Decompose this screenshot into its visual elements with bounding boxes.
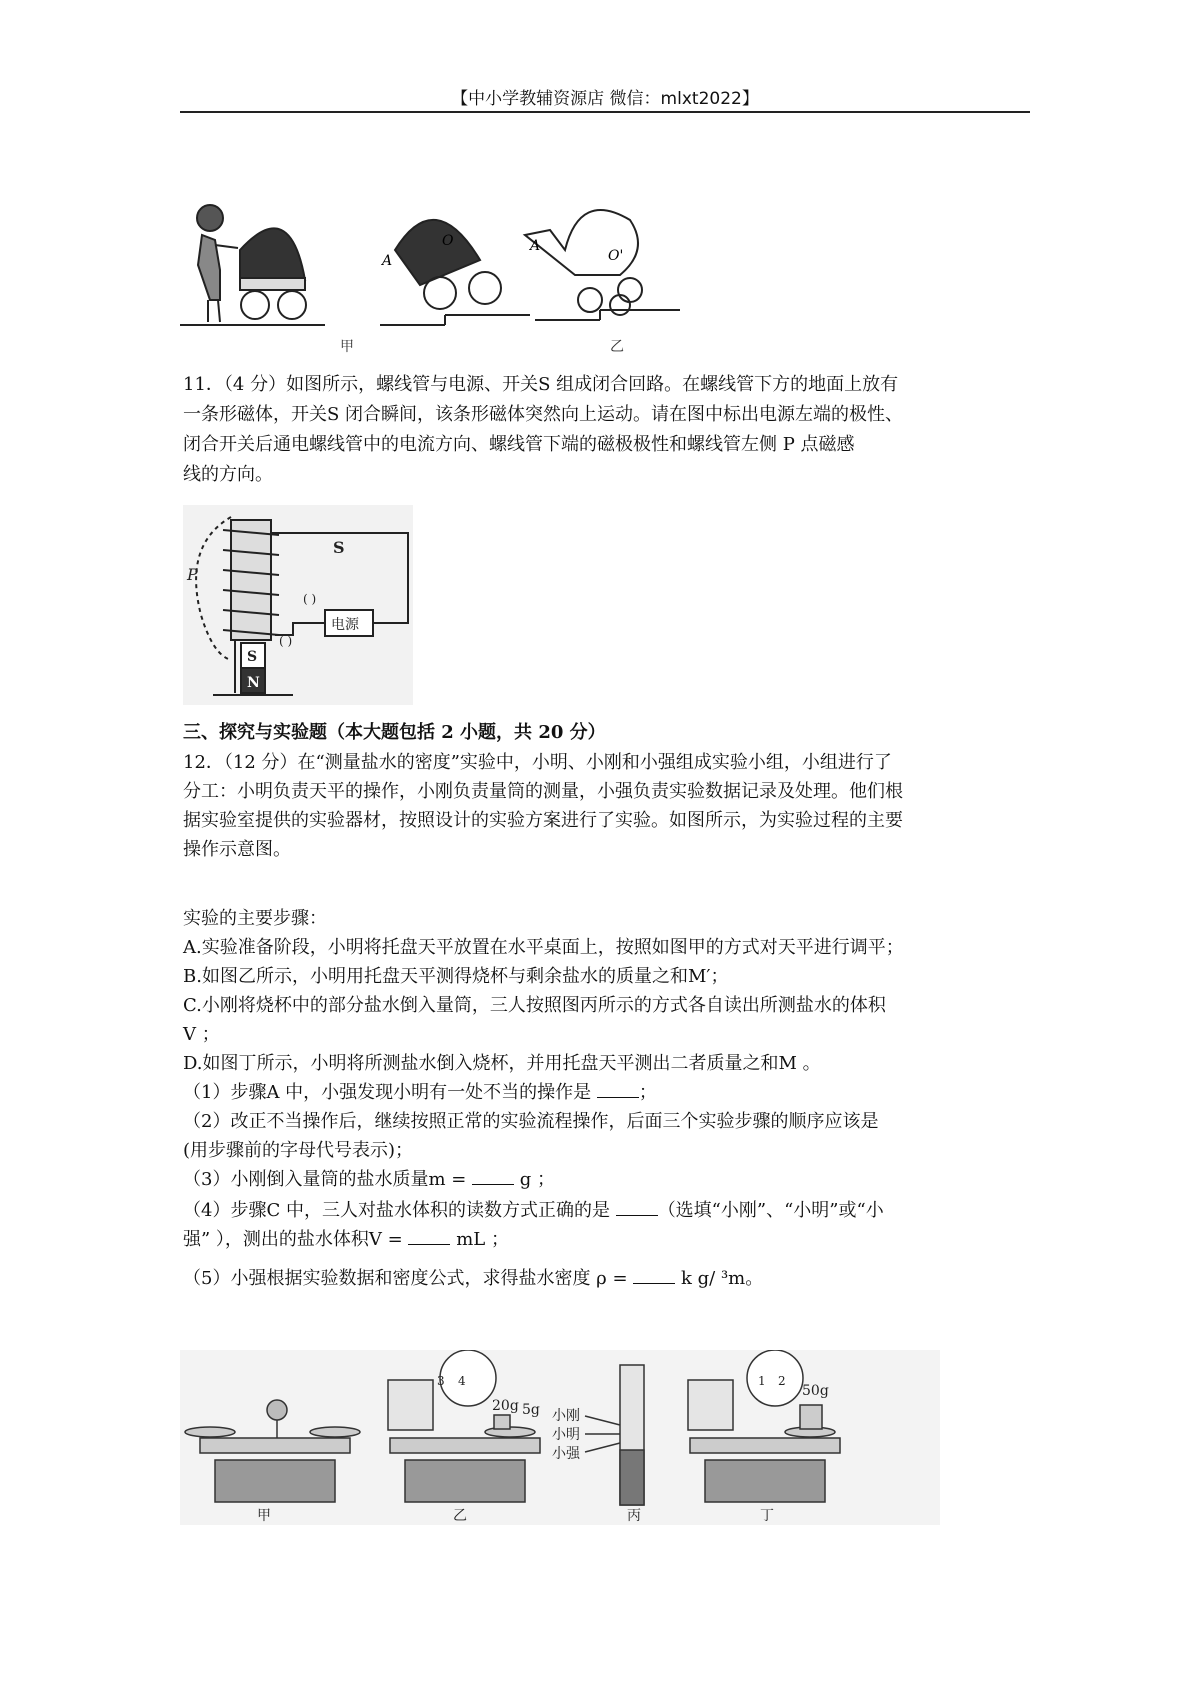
q11-line2: 一条形磁体，开关S 闭合瞬间，该条形磁体突然向上运动。请在图中标出电源左端的极性、 bbox=[183, 404, 904, 425]
sub-q4-text2: 强” ），测出的盐水体积V = bbox=[183, 1229, 403, 1250]
sub-q3 bbox=[183, 1165, 555, 1194]
sub-q4 bbox=[183, 1196, 884, 1225]
stroller-figure bbox=[180, 190, 710, 355]
answer-blank-1[interactable] bbox=[597, 1081, 639, 1098]
reader-xq: 小强 bbox=[552, 1446, 580, 1462]
reader-xg: 小刚 bbox=[552, 1408, 580, 1424]
step-a: A.实验准备阶段，小明将托盘天平放置在水平桌面上，按照如图甲的方式对天平进行调平； bbox=[183, 937, 904, 958]
answer-blank-4a[interactable] bbox=[616, 1199, 658, 1216]
q12-p1: 12．（12 分）在“测量盐水的密度”实验中，小明、小刚和小强组成实验小组，小组进行了 bbox=[183, 752, 892, 773]
q11-line4: 线的方向。 bbox=[183, 464, 273, 485]
balance-label-ding: 丁 bbox=[760, 1508, 774, 1524]
mark-A1: A bbox=[382, 253, 393, 269]
step-b: B.如图乙所示，小明用托盘天平测得烧杯与剩余盐水的质量之和M′； bbox=[183, 966, 729, 987]
weight-5g: 5g bbox=[522, 1402, 540, 1418]
scale-yi-3: 3 bbox=[437, 1374, 445, 1388]
sub-q1-end: ； bbox=[638, 1082, 657, 1103]
mark-O2: O' bbox=[608, 248, 624, 264]
sub-q3-unit: g ； bbox=[519, 1169, 556, 1190]
balance-label-yi: 乙 bbox=[453, 1508, 467, 1524]
sub-q2b: (用步骤前的字母代号表示)； bbox=[183, 1140, 414, 1161]
weight-50g: 50g bbox=[802, 1383, 829, 1399]
steps-title: 实验的主要步骤： bbox=[183, 908, 327, 929]
bracket-2: ( ) bbox=[279, 634, 293, 648]
sub-q2a: （2）改正不当操作后，继续按照正常的实验流程操作，后面三个实验步骤的顺序应该是 bbox=[183, 1111, 879, 1132]
reader-xm: 小明 bbox=[552, 1427, 580, 1443]
header-rule bbox=[180, 111, 1030, 113]
balance-label-bing: 丙 bbox=[627, 1508, 641, 1524]
step-c2: V ； bbox=[183, 1024, 220, 1045]
sub-q1 bbox=[183, 1078, 657, 1107]
magnet-s: S bbox=[247, 649, 258, 665]
sub-q1-text: （1）步骤A 中，小强发现小明有一处不当的操作是 bbox=[183, 1082, 592, 1103]
answer-blank-3[interactable] bbox=[472, 1168, 514, 1185]
magnet-n: N bbox=[247, 675, 260, 691]
weight-20g: 20g bbox=[492, 1398, 519, 1414]
sub-q3-text: （3）小刚倒入量筒的盐水质量m = bbox=[183, 1169, 467, 1190]
section-title: 三、探究与实验题（本大题包括 2 小题，共 20 分） bbox=[183, 722, 606, 743]
step-c1: C.小刚将烧杯中的部分盐水倒入量筒，三人按照图丙所示的方式各自读出所测盐水的体积 bbox=[183, 995, 886, 1016]
q11-line1: 11．（4 分）如图所示，螺线管与电源、开关S 组成闭合回路。在螺线管下方的地面上放有 bbox=[183, 374, 899, 395]
q12-p2: 分工：小明负责天平的操作，小刚负责量筒的测量，小强负责实验数据记录及处理。他们根 bbox=[183, 781, 903, 802]
balance-figure bbox=[180, 1350, 940, 1525]
q11-line3: 闭合开关后通电螺线管中的电流方向、螺线管下端的磁极极性和螺线管左侧 P 点磁感 bbox=[183, 434, 855, 455]
sub-q4-unit: mL ； bbox=[456, 1229, 509, 1250]
power-label: 电源 bbox=[331, 617, 359, 633]
switch-label: S bbox=[333, 538, 345, 557]
sub-q5 bbox=[183, 1264, 763, 1293]
bracket-1: ( ) bbox=[303, 592, 317, 606]
mark-A2: A bbox=[530, 238, 541, 254]
sub-q5-unit: k g/ ³m。 bbox=[681, 1268, 764, 1289]
q12-p4: 操作示意图。 bbox=[183, 839, 291, 860]
mark-O1: O bbox=[442, 233, 454, 249]
scale-yi-4: 4 bbox=[458, 1374, 466, 1388]
sub-q4-line2 bbox=[183, 1225, 509, 1254]
stroller-label-jia: 甲 bbox=[340, 339, 354, 355]
answer-blank-5[interactable] bbox=[633, 1267, 675, 1284]
point-p: P bbox=[187, 565, 198, 584]
stroller-label-yi: 乙 bbox=[610, 339, 624, 355]
sub-q4-options: （选填“小刚”、“小明”或“小 bbox=[657, 1200, 884, 1221]
q12-p3: 据实验室提供的实验器材，按照设计的实验方案进行了实验。如图所示，为实验过程的主要 bbox=[183, 810, 903, 831]
answer-blank-4b[interactable] bbox=[408, 1228, 450, 1245]
sub-q5-text: （5）小强根据实验数据和密度公式，求得盐水密度 ρ = bbox=[183, 1268, 628, 1289]
balance-label-jia: 甲 bbox=[257, 1508, 271, 1524]
page-header: 【中小学教辅资源店 微信：mlxt2022】 bbox=[451, 89, 759, 109]
solenoid-figure bbox=[183, 505, 413, 705]
scale-ding-2: 2 bbox=[778, 1374, 786, 1388]
scale-ding-1: 1 bbox=[758, 1374, 766, 1388]
step-d: D.如图丁所示，小明将所测盐水倒入烧杯，并用托盘天平测出二者质量之和M 。 bbox=[183, 1053, 821, 1074]
sub-q4-text: （4）步骤C 中，三人对盐水体积的读数方式正确的是 bbox=[183, 1200, 610, 1221]
